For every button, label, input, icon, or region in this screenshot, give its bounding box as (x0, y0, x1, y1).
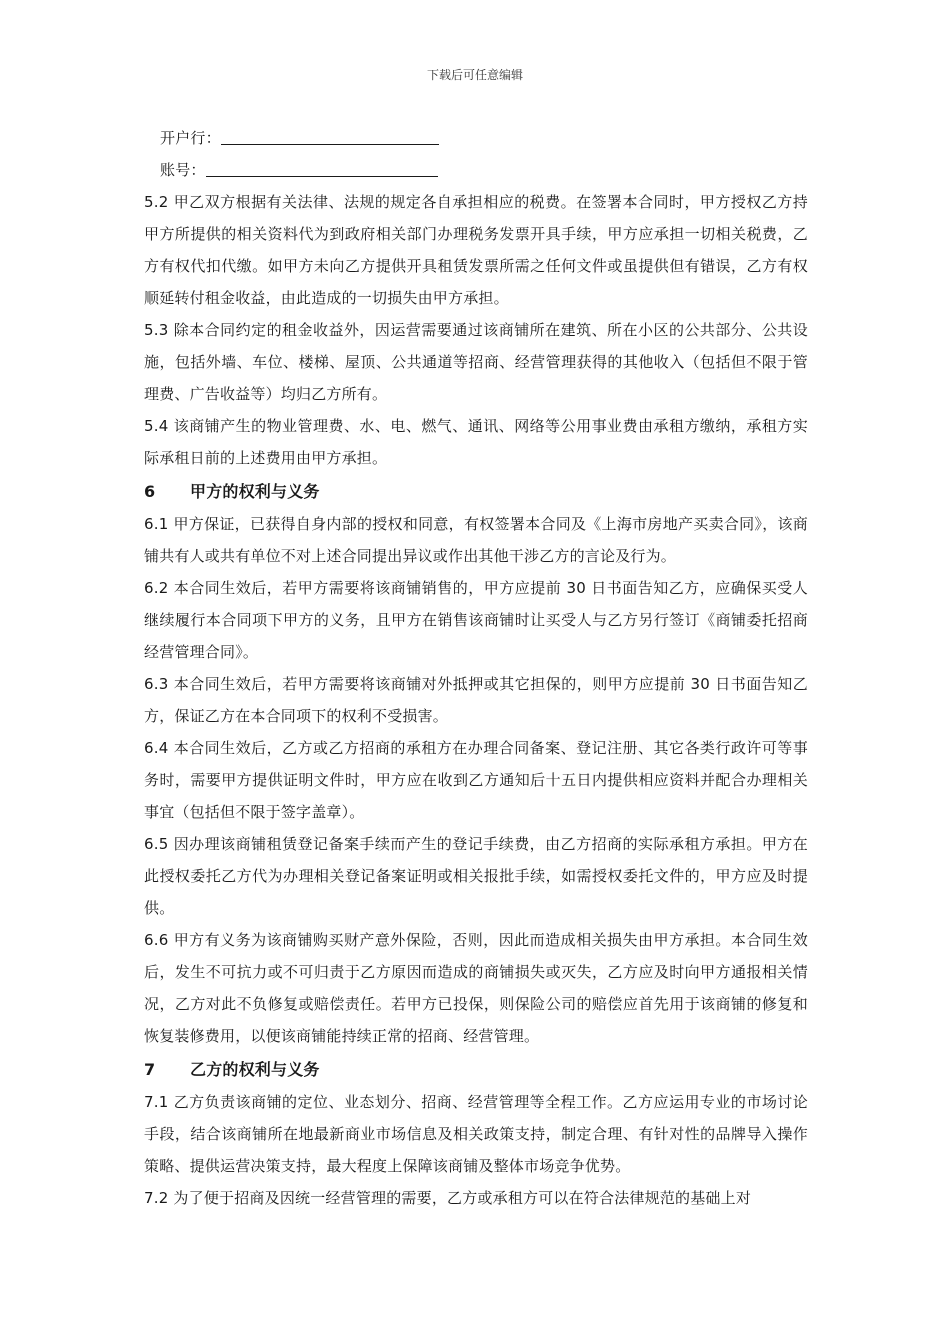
bank-name-blank (221, 126, 439, 145)
account-line (144, 154, 808, 186)
clause-6-3: 6.3 本合同生效后，若甲方需要将该商铺对外抵押或其它担保的，则甲方应提前 30 日书面告知乙方，保证乙方在本合同项下的权利不受损害。 (144, 675, 808, 725)
clause-5-3: 5.3 除本合同约定的租金收益外，因运营需要通过该商铺所在建筑、所在小区的公共部分、公共设施，包括外墙、车位、楼梯、屋顶、公共通道等招商、经营管理获得的其他收入（包括但不限于管理费、广告收益等）均归乙方所有。 (144, 321, 808, 403)
clause-6-4: 6.4 本合同生效后，乙方或乙方招商的承租方在办理合同备案、登记注册、其它各类行政许可等事务时，需要甲方提供证明文件时，甲方应在收到乙方通知后十五日内提供相应资料并配合办理相关事宜（包括但不限于签字盖章）。 (144, 739, 808, 821)
clause-6-2: 6.2 本合同生效后，若甲方需要将该商铺销售的，甲方应提前 30 日书面告知乙方，应确保买受人继续履行本合同项下甲方的义务，且甲方在销售该商铺时让买受人与乙方另行签订《商铺委托招商经营管理合同》。 (144, 579, 808, 661)
clause-6-1: 6.1 甲方保证，已获得自身内部的授权和同意，有权签署本合同及《上海市房地产买卖合同》，该商铺共有人或共有单位不对上述合同提出异议或作出其他干涉乙方的言论及行为。 (144, 515, 808, 565)
section-7-number: 7 (144, 1060, 156, 1079)
bank-name-label: 开户行： (160, 129, 221, 147)
clause-5-4: 5.4 该商铺产生的物业管理费、水、电、燃气、通讯、网络等公用事业费由承租方缴纳，承租方实际承租日前的上述费用由甲方承担。 (144, 417, 808, 467)
clause-6-5: 6.5 因办理该商铺租赁登记备案手续而产生的登记手续费，由乙方招商的实际承租方承担。甲方在此授权委托乙方代为办理相关登记备案证明或相关报批手续，如需授权委托文件的，甲方应及时提供。 (144, 835, 808, 917)
contract-body (144, 122, 808, 1214)
account-blank (206, 158, 438, 177)
clause-7-2: 7.2 为了便于招商及因统一经营管理的需要，乙方或承租方可以在符合法律规范的基础上对 (144, 1189, 752, 1207)
section-6-number: 6 (144, 482, 156, 501)
section-6-title: 甲方的权利与义务 (190, 482, 320, 501)
page-header: 下载后可任意编辑 (426, 68, 523, 82)
section-7-heading (144, 1054, 808, 1086)
section-7-title: 乙方的权利与义务 (190, 1060, 320, 1079)
account-label: 账号： (160, 161, 206, 179)
clause-7-1: 7.1 乙方负责该商铺的定位、业态划分、招商、经营管理等全程工作。乙方应运用专业的市场讨论手段，结合该商铺所在地最新商业市场信息及相关政策支持，制定合理、有针对性的品牌导入操作策略、提供运营决策支持，最大程度上保障该商铺及整体市场竞争优势。 (144, 1093, 808, 1175)
bank-name-line (144, 122, 808, 154)
clause-5-2: 5.2 甲乙双方根据有关法律、法规的规定各自承担相应的税费。在签署本合同时，甲方授权乙方持甲方所提供的相关资料代为到政府相关部门办理税务发票开具手续，甲方应承担一切相关税费，乙方有权代扣代缴。如甲方未向乙方提供开具租赁发票所需之任何文件或虽提供但有错误，乙方有权顺延转付租金收益，由此造成的一切损失由甲方承担。 (144, 193, 808, 307)
clause-6-6: 6.6 甲方有义务为该商铺购买财产意外保险，否则，因此而造成相关损失由甲方承担。本合同生效后，发生不可抗力或不可归责于乙方原因而造成的商铺损失或灭失，乙方应及时向甲方通报相关情况，乙方对此不负修复或赔偿责任。若甲方已投保，则保险公司的赔偿应首先用于该商铺的修复和恢复装修费用，以便该商铺能持续正常的招商、经营管理。 (144, 931, 808, 1045)
section-6-heading (144, 476, 808, 508)
